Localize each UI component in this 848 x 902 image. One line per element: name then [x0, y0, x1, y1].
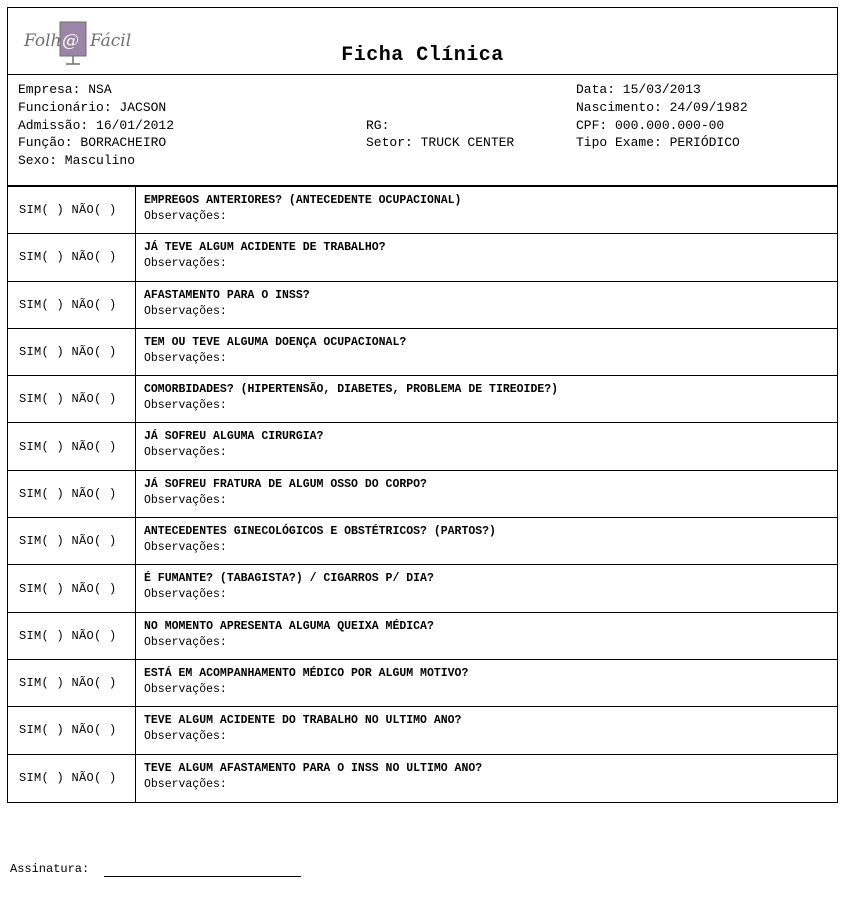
observacoes-label[interactable]: Observações:: [144, 304, 227, 318]
question-cell: [136, 470, 838, 517]
question-cell: [136, 518, 838, 565]
question-row: [8, 707, 838, 754]
question-cell: [136, 565, 838, 612]
observacoes-label[interactable]: Observações:: [144, 399, 227, 413]
question-row: [8, 754, 838, 802]
header: [7, 7, 838, 75]
page-title: Ficha Clínica: [341, 44, 504, 67]
observacoes-label[interactable]: Observações:: [144, 682, 227, 696]
signature-line[interactable]: [104, 876, 301, 877]
question-text: TEVE ALGUM ACIDENTE DO TRABALHO NO ULTIMO ANO?: [144, 714, 462, 728]
question-row: [8, 187, 838, 234]
question-row: [8, 565, 838, 612]
question-cell: [136, 423, 838, 470]
sim-nao-options[interactable]: SIM( ) NÃO( ): [8, 612, 136, 659]
svg-text:Folh: Folh: [24, 31, 62, 51]
question-text: JÁ SOFREU ALGUMA CIRURGIA?: [144, 430, 324, 444]
question-text: TEVE ALGUM AFASTAMENTO PARA O INSS NO ULTIMO ANO?: [144, 761, 483, 775]
question-cell: [136, 659, 838, 706]
rg-field: RG:: [366, 118, 390, 133]
sim-nao-options[interactable]: SIM( ) NÃO( ): [8, 470, 136, 517]
setor-field: Setor: TRUCK CENTER: [366, 135, 515, 150]
question-row: [8, 376, 838, 423]
observacoes-label[interactable]: Observações:: [144, 446, 227, 460]
funcionario-field: Funcionário: JACSON: [18, 100, 167, 115]
question-text: COMORBIDADES? (HIPERTENSÃO, DIABETES, PROBLEMA DE TIREOIDE?): [144, 383, 559, 397]
question-text: ESTÁ EM ACOMPANHAMENTO MÉDICO POR ALGUM MOTIVO?: [144, 666, 469, 680]
observacoes-label[interactable]: Observações:: [144, 210, 227, 223]
question-row: [8, 659, 838, 706]
sim-nao-options[interactable]: SIM( ) NÃO( ): [8, 707, 136, 754]
observacoes-label[interactable]: Observações:: [144, 257, 227, 271]
question-text: JÁ TEVE ALGUM ACIDENTE DE TRABALHO?: [144, 241, 386, 255]
question-cell: [136, 754, 838, 802]
nascimento-field: Nascimento: 24/09/1982: [576, 100, 748, 115]
question-text: JÁ SOFREU FRATURA DE ALGUM OSSO DO CORPO?: [144, 477, 427, 491]
question-cell: [136, 187, 838, 234]
question-text: TEM OU TEVE ALGUMA DOENÇA OCUPACIONAL?: [144, 335, 407, 349]
sim-nao-options[interactable]: SIM( ) NÃO( ): [8, 328, 136, 375]
signature-label: Assinatura:: [10, 862, 90, 876]
sim-nao-options[interactable]: SIM( ) NÃO( ): [8, 234, 136, 281]
sim-nao-options[interactable]: SIM( ) NÃO( ): [8, 565, 136, 612]
question-text: NO MOMENTO APRESENTA ALGUMA QUEIXA MÉDICA?: [144, 619, 434, 633]
observacoes-label[interactable]: Observações:: [144, 635, 227, 649]
question-row: [8, 281, 838, 328]
questions-table: [7, 186, 838, 803]
sim-nao-options[interactable]: SIM( ) NÃO( ): [8, 376, 136, 423]
observacoes-label[interactable]: Observações:: [144, 777, 227, 791]
sim-nao-options[interactable]: SIM( ) NÃO( ): [8, 518, 136, 565]
question-row: [8, 328, 838, 375]
svg-text:Fácil: Fácil: [90, 31, 132, 51]
svg-text:@: @: [62, 31, 79, 51]
question-text: AFASTAMENTO PARA O INSS?: [144, 288, 310, 302]
question-row: [8, 423, 838, 470]
observacoes-label[interactable]: Observações:: [144, 351, 227, 365]
question-row: [8, 518, 838, 565]
tipo-exame-field: Tipo Exame: PERIÓDICO: [576, 135, 740, 150]
admissao-field: Admissão: 16/01/2012: [18, 118, 175, 133]
sexo-field: Sexo: Masculino: [18, 153, 136, 168]
observacoes-label[interactable]: Observações:: [144, 588, 227, 602]
funcao-field: Função: BORRACHEIRO: [18, 135, 167, 150]
question-cell: [136, 612, 838, 659]
sim-nao-options[interactable]: SIM( ) NÃO( ): [8, 754, 136, 802]
question-row: [8, 470, 838, 517]
question-text: EMPREGOS ANTERIORES? (ANTECEDENTE OCUPACIONAL): [144, 194, 462, 207]
question-row: [8, 612, 838, 659]
question-text: ANTECEDENTES GINECOLÓGICOS E OBSTÉTRICOS? (PARTOS?): [144, 525, 496, 539]
data-field: Data: 15/03/2013: [576, 82, 701, 97]
cpf-field: CPF: 000.000.000-00: [576, 118, 725, 133]
employee-info: [7, 75, 838, 186]
sim-nao-options[interactable]: SIM( ) NÃO( ): [8, 659, 136, 706]
question-text: É FUMANTE? (TABAGISTA?) / CIGARROS P/ DIA?: [144, 572, 434, 586]
question-cell: [136, 707, 838, 754]
question-cell: [136, 376, 838, 423]
empresa-field: Empresa: NSA: [18, 82, 112, 97]
observacoes-label[interactable]: Observações:: [144, 493, 227, 507]
question-cell: [136, 234, 838, 281]
question-cell: [136, 281, 838, 328]
observacoes-label[interactable]: Observações:: [144, 730, 227, 744]
sim-nao-options[interactable]: SIM( ) NÃO( ): [8, 187, 136, 234]
observacoes-label[interactable]: Observações:: [144, 541, 227, 555]
question-cell: [136, 328, 838, 375]
sim-nao-options[interactable]: SIM( ) NÃO( ): [8, 281, 136, 328]
question-row: [8, 234, 838, 281]
sim-nao-options[interactable]: SIM( ) NÃO( ): [8, 423, 136, 470]
